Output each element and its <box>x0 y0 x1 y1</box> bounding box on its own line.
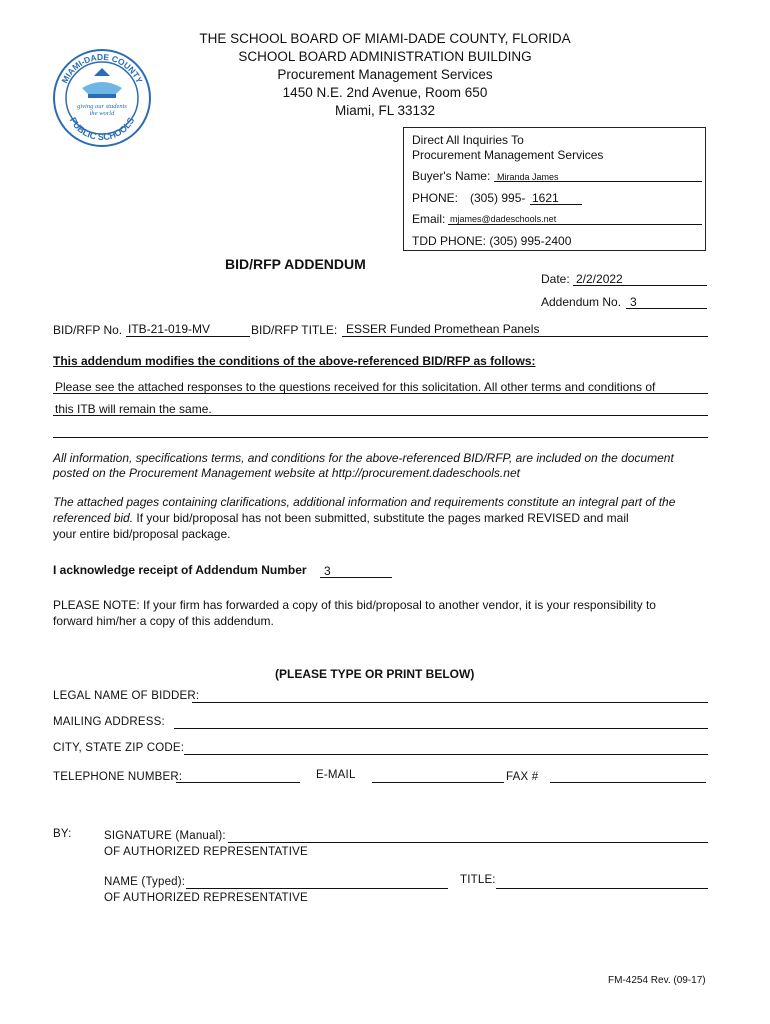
phone-prefix: (305) 995- <box>470 191 526 205</box>
bid-title-label: BID/RFP TITLE: <box>251 323 338 337</box>
header-address <box>160 30 610 120</box>
phone-extension: 1621 <box>532 191 559 205</box>
clarification-line-2 <box>53 511 629 525</box>
header-line-2: SCHOOL BOARD ADMINISTRATION BUILDING <box>238 49 532 64</box>
clarification-continuation: If your bid/proposal has not been submitted, substitute the pages marked REVISED and mail <box>133 511 629 525</box>
telephone-label: TELEPHONE NUMBER: <box>53 771 183 783</box>
email-field-label: E-MAIL <box>316 769 356 781</box>
seal-ring-top: MIAMI-DADE COUNTY <box>59 51 145 85</box>
name-typed-label: NAME (Typed): <box>104 876 186 888</box>
contact-direct-line2: Procurement Management Services <box>412 148 604 162</box>
modifies-heading: This addendum modifies the conditions of the above-referenced BID/RFP as follows: <box>53 354 536 368</box>
signature-field[interactable] <box>228 842 708 843</box>
fax-field[interactable] <box>550 782 706 783</box>
contact-box <box>403 127 706 251</box>
acknowledge-value: 3 <box>324 564 331 578</box>
email-label: Email: <box>412 212 446 226</box>
seal-ring-bottom: PUBLIC SCHOOLS <box>67 115 137 143</box>
addendum-no-label: Addendum No. <box>541 295 622 309</box>
phone-label: PHONE: <box>412 191 459 205</box>
mailing-address-field[interactable] <box>174 728 708 729</box>
bid-title-value: ESSER Funded Promethean Panels <box>346 322 540 336</box>
body-line-1: Please see the attached responses to the questions received for this solicitation. All other terms and conditions of <box>55 380 656 394</box>
seal-motto-1: giving our students <box>77 103 127 110</box>
print-heading: (PLEASE TYPE OR PRINT BELOW) <box>275 667 475 681</box>
signature-label: SIGNATURE (Manual): <box>104 830 226 842</box>
note-line-1: PLEASE NOTE: If your firm has forwarded a copy of this bid/proposal to another vendor, it is your responsibility to <box>53 598 656 612</box>
info-para-line-2: posted on the Procurement Management website at http://procurement.dadeschools.net <box>53 466 520 480</box>
header-line-5: Miami, FL 33132 <box>334 103 436 118</box>
clarification-line-1: The attached pages containing clarifications, additional information and requirements constitute an integral part of the <box>53 495 676 509</box>
by-label: BY: <box>53 828 72 840</box>
bid-no-label: BID/RFP No. <box>53 323 123 337</box>
signature-subtitle: OF AUTHORIZED REPRESENTATIVE <box>104 846 308 858</box>
info-para-line-1: All information, specifications terms, and conditions for the above-referenced BID/RFP, are included on the document <box>53 451 674 465</box>
note-line-2: forward him/her a copy of this addendum. <box>53 614 274 628</box>
date-value: 2/2/2022 <box>576 272 623 286</box>
clarification-line-3: your entire bid/proposal package. <box>53 527 231 541</box>
acknowledge-label: I acknowledge receipt of Addendum Number <box>53 563 307 577</box>
telephone-field[interactable] <box>176 782 300 783</box>
city-state-zip-field[interactable] <box>184 754 708 755</box>
addendum-no-value: 3 <box>630 295 637 309</box>
form-code: FM-4254 Rev. (09-17) <box>608 975 706 986</box>
tdd-phone: TDD PHONE: (305) 995-2400 <box>412 234 572 248</box>
title-label: TITLE: <box>460 874 496 886</box>
name-typed-field[interactable] <box>186 888 448 889</box>
header-line-3: Procurement Management Services <box>277 67 493 82</box>
date-label: Date: <box>541 272 570 286</box>
city-state-zip-label: CITY, STATE ZIP CODE: <box>53 742 185 754</box>
email-field[interactable] <box>372 782 504 783</box>
bid-no-value: ITB-21-019-MV <box>128 322 211 336</box>
legal-name-label: LEGAL NAME OF BIDDER: <box>53 690 200 702</box>
title-field[interactable] <box>496 888 708 889</box>
body-line-2: this ITB will remain the same. <box>55 402 212 416</box>
legal-name-field[interactable] <box>192 702 708 703</box>
addendum-title: BID/RFP ADDENDUM <box>225 256 366 272</box>
header-line-4: 1450 N.E. 2nd Avenue, Room 650 <box>282 85 488 100</box>
contact-direct-line1: Direct All Inquiries To <box>412 133 524 147</box>
buyer-name-label: Buyer's Name: <box>412 169 491 183</box>
buyer-name-value: Miranda James <box>497 172 559 182</box>
clarification-referenced-bid: referenced bid. <box>53 511 134 525</box>
header-line-1: THE SCHOOL BOARD OF MIAMI-DADE COUNTY, FLORIDA <box>199 31 571 46</box>
school-seal-logo <box>52 48 152 148</box>
seal-motto-2: the world <box>89 110 115 117</box>
name-subtitle: OF AUTHORIZED REPRESENTATIVE <box>104 892 308 904</box>
fax-label: FAX # <box>506 771 539 783</box>
mailing-address-label: MAILING ADDRESS: <box>53 716 165 728</box>
email-value: mjames@dadeschools.net <box>450 214 557 224</box>
seal-emblem <box>52 48 152 148</box>
